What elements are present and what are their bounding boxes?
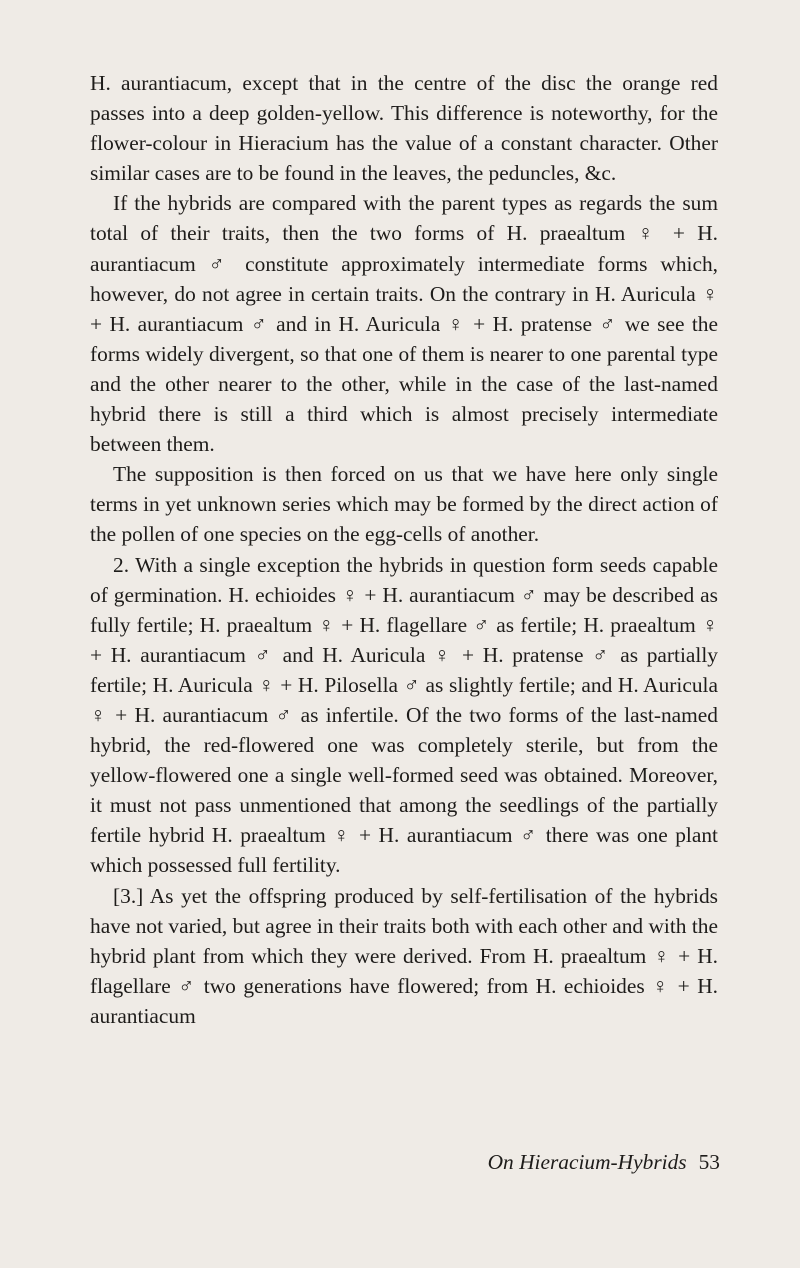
page-number: 53 [698, 1150, 720, 1174]
paragraph-5: [3.] As yet the offspring produced by self-fertilisation of the hybrids have not varied, but agree in their traits both with each other and with the hybrid plant from which they were derived. From H. praealtum ♀ + H. flagellare ♂ two generations have flowered; from H. echioides ♀ + H. aurantiacum [90, 883, 718, 1028]
paragraph-1: H. aurantiacum, except that in the centre of the disc the orange red passes into a deep golden-yellow. This difference is noteworthy, for the flower-colour in Hieracium has the value of a constant character. Other similar cases are to be found in the leaves, the peduncles, &c. [90, 71, 718, 186]
running-title: On Hieracium-Hybrids [487, 1150, 687, 1174]
page-footer [488, 1150, 720, 1175]
paragraph-3: The supposition is then forced on us that we have here only single terms in yet unknown series which may be formed by the direct action of the pollen of one species on the egg-cells of another. [90, 462, 718, 547]
paragraph-2: If the hybrids are compared with the parent types as regards the sum total of their traits, then the two forms of H. praealtum ♀ + H. aurantiacum ♂ constitute approximately intermediate forms which, however, do not agree in certain traits. On the contrary in H. Auricula ♀ + H. aurantiacum ♂ and in H. Auricula ♀ + H. pratense ♂ we see the forms widely divergent, so that one of them is nearer to one parental type and the other nearer to the other, while in the case of the last-named hybrid there is still a third which is almost precisely intermediate between them. [90, 191, 718, 457]
paragraph-4: 2. With a single exception the hybrids in question form seeds capable of germination. H. echioides ♀ + H. aurantiacum ♂ may be described as fully fertile; H. praealtum ♀ + H. flagellare ♂ as fertile; H. praealtum ♀ + H. aurantiacum ♂ and H. Auricula ♀ + H. pratense ♂ as partially fertile; H. Auricula ♀ + H. Pilosella ♂ as slightly fertile; and H. Auricula ♀ + H. aurantiacum ♂ as infertile. Of the two forms of the last-named hybrid, the red-flowered one was completely sterile, but from the yellow-flowered one a single well-formed seed was obtained. Moreover, it must not pass unmentioned that among the seedlings of the partially fertile hybrid H. praealtum ♀ + H. aurantiacum ♂ there was one plant which possessed full fertility. [90, 552, 718, 878]
body-text [90, 68, 718, 1031]
